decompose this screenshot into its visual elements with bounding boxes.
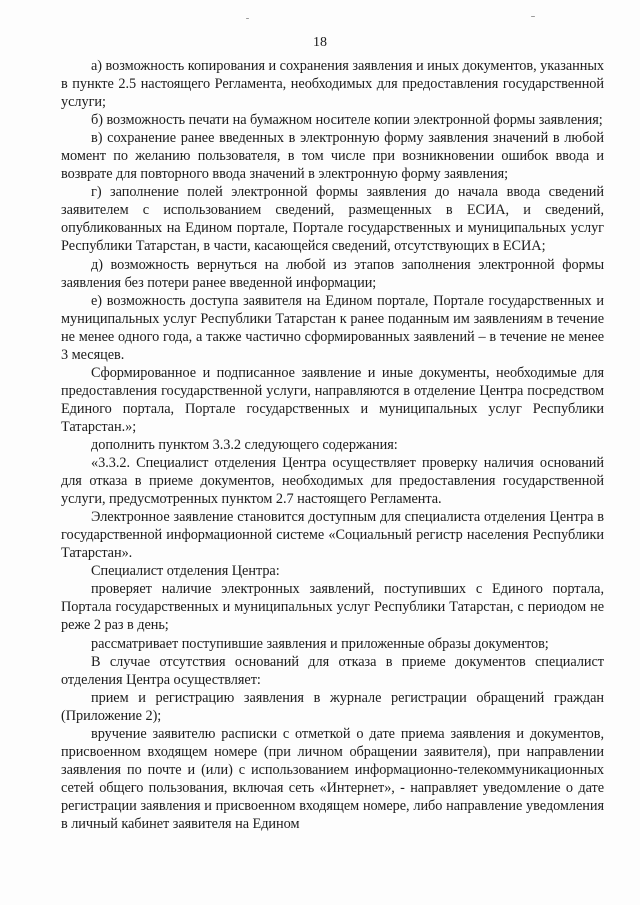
document-body xyxy=(61,57,604,833)
body-paragraph: Сформированное и подписанное заявление и иные документы, необходимые для предоставления государственной услуги, направляются в отделение Центра посредством Единого портала, Портале государственных и муниципальных услуг Республики Татарстан.»; xyxy=(61,364,604,435)
body-paragraph: б) возможность печати на бумажном носителе копии электронной формы заявления; xyxy=(91,112,603,129)
scan-speck xyxy=(531,16,535,17)
body-paragraph: дополнить пунктом 3.3.2 следующего содержания: xyxy=(91,436,398,453)
body-paragraph: е) возможность доступа заявителя на Едином портале, Портале государственных и муниципальных услуг Республики Татарстан к ранее поданным им заявлениям в течение не менее одного года, а также частично сформированных заявлений – в течение не менее 3 месяцев. xyxy=(61,292,604,363)
page-number: 18 xyxy=(313,35,327,50)
body-paragraph: рассматривает поступившие заявления и приложенные образы документов; xyxy=(91,635,549,652)
body-paragraph: Электронное заявление становится доступным для специалиста отделения Центра в государственной информационной системе «Социальный регистр населения Республики Татарстан». xyxy=(61,509,604,562)
body-paragraph: г) заполнение полей электронной формы заявления до начала ввода сведений заявителем с использованием сведений, размещенных в ЕСИА, и сведений, опубликованных на Едином портале, Портале государственных и муниципальных услуг Республики Татарстан, в части, касающейся сведений, отсутствующих в ЕСИА; xyxy=(61,184,604,255)
body-paragraph: В случае отсутствия оснований для отказа в приеме документов специалист отделения Центра осуществляет: xyxy=(61,653,604,688)
body-paragraph: Специалист отделения Центра: xyxy=(91,563,280,580)
body-paragraph: вручение заявителю расписки с отметкой о дате приема заявления и документов, присвоенном входящем номере (при личном обращении заявителя), при направлении заявления по почте и (или) с использованием информационно-телекоммуникационных сетей общего пользования, включая сеть «Интернет», - направляет уведомление о дате регистрации заявления и присвоенном входящем номере, либо направление уведомления в личный кабинет заявителя на Едином xyxy=(61,725,604,832)
body-paragraph: проверяет наличие электронных заявлений, поступивших с Единого портала, Портала государственных и муниципальных услуг Республики Татарстан, с периодом не реже 2 раз в день; xyxy=(61,581,604,634)
body-paragraph: в) сохранение ранее введенных в электронную форму заявления значений в любой момент по желанию пользователя, в том числе при возникновении ошибок ввода и возврате для повторного ввода значений в электронную форму заявления; xyxy=(61,130,604,183)
scan-speck xyxy=(246,18,249,19)
body-paragraph: прием и регистрацию заявления в журнале регистрации обращений граждан (Приложение 2); xyxy=(61,689,604,724)
body-paragraph: д) возможность вернуться на любой из этапов заполнения электронной формы заявления без потери ранее введенной информации; xyxy=(61,256,604,291)
body-paragraph: «3.3.2. Специалист отделения Центра осуществляет проверку наличия оснований для отказа в приеме документов, необходимых для предоставления государственной услуги, предусмотренных пунктом 2.7 настоящего Регламента. xyxy=(61,455,604,508)
body-paragraph: а) возможность копирования и сохранения заявления и иных документов, указанных в пункте 2.5 настоящего Регламента, необходимых для предоставления государственной услуги; xyxy=(61,58,604,111)
